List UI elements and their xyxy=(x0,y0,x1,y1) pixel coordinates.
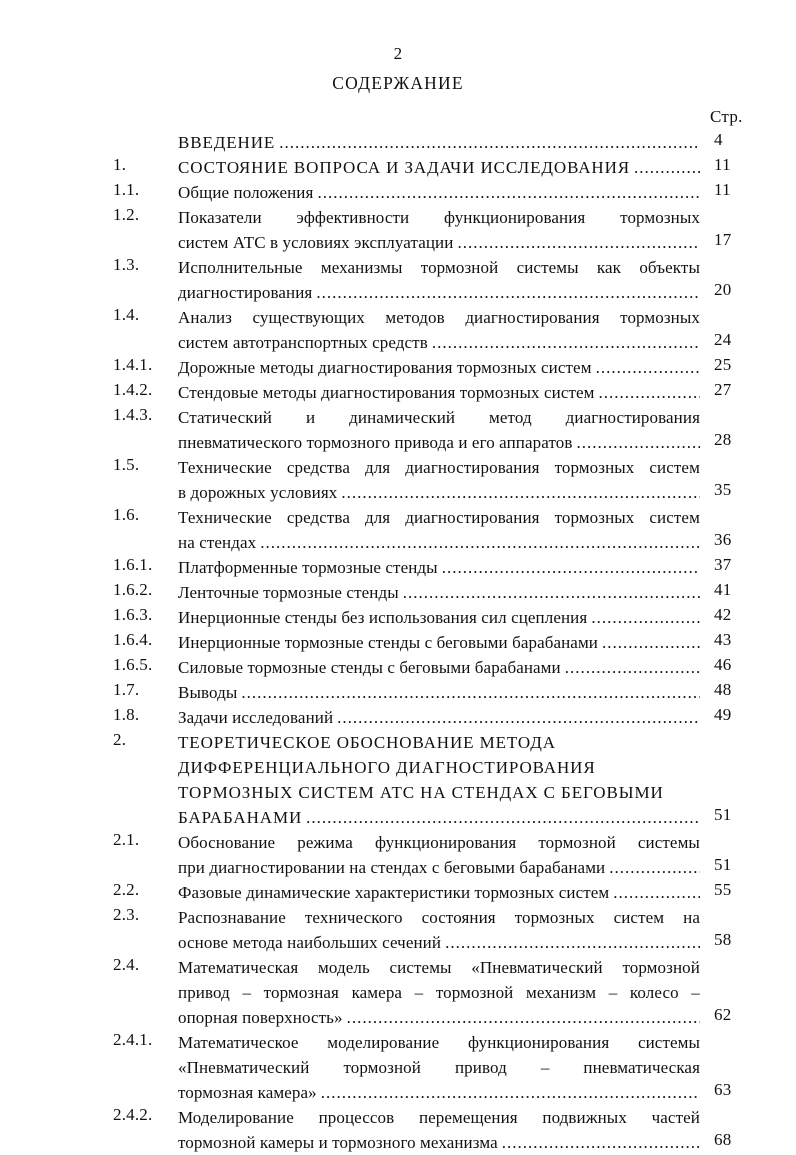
toc-entry-leader-line xyxy=(178,280,700,305)
toc-entry-number: 1.4.3. xyxy=(113,405,153,424)
toc-entry[interactable] xyxy=(0,355,796,380)
toc-entry-leader-line xyxy=(178,330,700,355)
toc-entry[interactable] xyxy=(0,155,796,180)
toc-entry-title: ВВЕДЕНИЕ xyxy=(178,133,276,152)
toc-entry-title: Общие положения xyxy=(178,183,314,202)
toc-entry-number: 2.3. xyxy=(113,905,140,924)
toc-entry[interactable] xyxy=(0,1105,796,1155)
dot-leader xyxy=(591,608,700,627)
toc-entry-body xyxy=(178,830,700,880)
toc-entry-page-number: 58 xyxy=(714,930,732,949)
dot-leader xyxy=(403,583,700,602)
dot-leader xyxy=(445,933,700,952)
toc-entry-body xyxy=(178,130,700,155)
toc-entry-line: Распознавание технического состояния тормозных систем на xyxy=(178,908,700,927)
toc-entry-page-number: 48 xyxy=(714,680,732,699)
toc-entry-body xyxy=(178,505,700,555)
toc-entry-leader-line xyxy=(178,605,700,630)
toc-entry-page-number: 55 xyxy=(714,880,732,899)
toc-entry-body xyxy=(178,1105,700,1155)
toc-entry-leader-line xyxy=(178,1005,700,1030)
dot-leader xyxy=(317,183,700,202)
toc-entry-page-number: 42 xyxy=(714,605,732,624)
toc-entry-leader-line xyxy=(178,930,700,955)
toc-entry-line: Статический и динамический метод диагностирования xyxy=(178,408,700,427)
toc-entry-page-number: 63 xyxy=(714,1080,732,1099)
dot-leader xyxy=(260,533,700,552)
toc-entry-number: 2.4.2. xyxy=(113,1105,153,1124)
toc-entry-title: Выводы xyxy=(178,683,238,702)
dot-leader xyxy=(347,1008,700,1027)
toc-entry-leader-line xyxy=(178,555,700,580)
toc-entry-title: при диагностировании на стендах с беговыми барабанами xyxy=(178,858,606,877)
toc-entry-body xyxy=(178,555,700,580)
toc-entry-number: 1.6.5. xyxy=(113,655,153,674)
toc-entry-leader-line xyxy=(178,580,700,605)
toc-entry-page-number: 25 xyxy=(714,355,732,374)
toc-entry[interactable] xyxy=(0,180,796,205)
toc-entry-number: 1.6.1. xyxy=(113,555,153,574)
toc-entry-page-number: 37 xyxy=(714,555,732,574)
toc-entry[interactable] xyxy=(0,505,796,555)
toc-entry-body xyxy=(178,730,700,830)
toc-entry-title: в дорожных условиях xyxy=(178,483,338,502)
toc-entry-line: ТОРМОЗНЫХ СИСТЕМ АТС НА СТЕНДАХ С БЕГОВЫМИ xyxy=(178,783,664,802)
toc-entry-title: Силовые тормозные стенды с беговыми барабанами xyxy=(178,658,561,677)
toc-entry-body xyxy=(178,630,700,655)
toc-entry-number: 1.6.3. xyxy=(113,605,153,624)
toc-entry-line: Показатели эффективности функционирования тормозных xyxy=(178,208,700,227)
toc-entry-number: 1.6.4. xyxy=(113,630,153,649)
toc-entry[interactable] xyxy=(0,255,796,305)
toc-entry-title: Дорожные методы диагностирования тормозных систем xyxy=(178,358,592,377)
toc-entry[interactable] xyxy=(0,630,796,655)
toc-entry-page-number: 43 xyxy=(714,630,732,649)
toc-entry-number: 1.7. xyxy=(113,680,140,699)
toc-entry-title: Фазовые динамические характеристики тормозных систем xyxy=(178,883,610,902)
toc-entry-number: 1.8. xyxy=(113,705,140,724)
toc-entry-line: Математическое моделирование функционирования системы xyxy=(178,1033,700,1052)
toc-entry[interactable] xyxy=(0,405,796,455)
toc-entry-leader-line xyxy=(178,155,700,180)
toc-entry-title: систем автотранспортных средств xyxy=(178,333,428,352)
toc-entry-page-number: 11 xyxy=(714,180,731,199)
toc-entry-page-number: 51 xyxy=(714,805,732,824)
toc-entry-leader-line xyxy=(178,655,700,680)
toc-entry-leader-line xyxy=(178,480,700,505)
toc-entry-number: 1.4.1. xyxy=(113,355,153,374)
toc-entry-title: Ленточные тормозные стенды xyxy=(178,583,399,602)
toc-entry-page-number: 41 xyxy=(714,580,732,599)
dot-leader xyxy=(306,808,700,827)
toc-entry-body xyxy=(178,405,700,455)
toc-entry-body xyxy=(178,580,700,605)
toc-entry-body xyxy=(178,605,700,630)
toc-entry-page-number: 4 xyxy=(714,130,723,149)
toc-entry[interactable] xyxy=(0,555,796,580)
toc-entry-line: ДИФФЕРЕНЦИАЛЬНОГО ДИАГНОСТИРОВАНИЯ xyxy=(178,758,596,777)
dot-leader xyxy=(565,658,700,677)
dot-leader xyxy=(609,858,700,877)
toc-entry-line: Обоснование режима функционирования тормозной системы xyxy=(178,833,700,852)
toc-entry-page-number: 36 xyxy=(714,530,732,549)
toc-entry[interactable] xyxy=(0,830,796,880)
dot-leader xyxy=(337,708,700,727)
toc-entry-page-number: 62 xyxy=(714,1005,732,1024)
toc-entry-line: ТЕОРЕТИЧЕСКОЕ ОБОСНОВАНИЕ МЕТОДА xyxy=(178,733,556,752)
toc-entry-number: 1.4.2. xyxy=(113,380,153,399)
toc-entry-page-number: 24 xyxy=(714,330,732,349)
toc-entry-leader-line xyxy=(178,705,700,730)
toc-entry[interactable] xyxy=(0,305,796,355)
toc-entry-leader-line xyxy=(178,1130,700,1155)
toc-entry-title: БАРАБАНАМИ xyxy=(178,808,303,827)
toc-entry-line: привод – тормозная камера – тормозной механизм – колесо – xyxy=(178,983,700,1002)
dot-leader xyxy=(279,133,700,152)
toc-entry-title: на стендах xyxy=(178,533,257,552)
toc-entry-line: Моделирование процессов перемещения подвижных частей xyxy=(178,1108,700,1127)
toc-entry-number: 1.6.2. xyxy=(113,580,153,599)
toc-entry-page-number: 35 xyxy=(714,480,732,499)
toc-entry-page-number: 46 xyxy=(714,655,732,674)
table-of-contents xyxy=(0,130,796,1155)
toc-entry[interactable] xyxy=(0,205,796,255)
toc-entry-leader-line xyxy=(178,630,700,655)
toc-entry-body xyxy=(178,1030,700,1105)
toc-entry-body xyxy=(178,255,700,305)
page-folio-number: 2 xyxy=(393,44,403,63)
toc-entry-number: 1.5. xyxy=(113,455,140,474)
toc-entry-number: 1.4. xyxy=(113,305,140,324)
toc-entry[interactable] xyxy=(0,130,796,155)
dot-leader xyxy=(599,383,700,402)
toc-entry-page-number: 51 xyxy=(714,855,732,874)
toc-entry-body xyxy=(178,155,700,180)
toc-entry-body xyxy=(178,180,700,205)
toc-entry[interactable] xyxy=(0,905,796,955)
toc-entry-title: СОСТОЯНИЕ ВОПРОСА И ЗАДАЧИ ИССЛЕДОВАНИЯ xyxy=(178,158,631,177)
dot-leader xyxy=(596,358,700,377)
toc-entry-body xyxy=(178,680,700,705)
toc-entry-number: 1.6. xyxy=(113,505,140,524)
toc-entry[interactable] xyxy=(0,655,796,680)
toc-entry-number: 1.2. xyxy=(113,205,140,224)
dot-leader xyxy=(241,683,700,702)
toc-entry-title: тормозной камеры и тормозного механизма xyxy=(178,1133,498,1152)
toc-entry-body xyxy=(178,880,700,905)
toc-entry-body xyxy=(178,455,700,505)
toc-entry-page-number: 68 xyxy=(714,1130,732,1149)
toc-entry[interactable] xyxy=(0,955,796,1030)
dot-leader xyxy=(576,433,700,452)
toc-entry-number: 2. xyxy=(113,730,127,749)
toc-entry-title: тормозная камера» xyxy=(178,1083,317,1102)
toc-entry[interactable] xyxy=(0,605,796,630)
toc-entry-page-number: 27 xyxy=(714,380,732,399)
toc-entry[interactable] xyxy=(0,455,796,505)
page-column-header: Стр. xyxy=(710,107,743,126)
dot-leader xyxy=(602,633,700,652)
toc-entry-number: 2.2. xyxy=(113,880,140,899)
toc-entry-leader-line xyxy=(178,680,700,705)
toc-entry-title: Инерционные тормозные стенды с беговыми барабанами xyxy=(178,633,599,652)
toc-entry-page-number: 11 xyxy=(714,155,731,174)
toc-entry-number: 1.3. xyxy=(113,255,140,274)
dot-leader xyxy=(613,883,700,902)
toc-entry-leader-line xyxy=(178,880,700,905)
toc-entry-line: «Пневматический тормозной привод – пневматическая xyxy=(178,1058,700,1077)
toc-entry-body xyxy=(178,955,700,1030)
toc-entry-leader-line xyxy=(178,1080,700,1105)
toc-entry-number: 2.4. xyxy=(113,955,140,974)
toc-entry-leader-line xyxy=(178,130,700,155)
toc-entry-page-number: 17 xyxy=(714,230,732,249)
toc-entry-line: Анализ существующих методов диагностирования тормозных xyxy=(178,308,700,327)
toc-entry-title: опорная поверхность» xyxy=(178,1008,343,1027)
dot-leader xyxy=(634,158,700,177)
toc-entry-leader-line xyxy=(178,530,700,555)
toc-entry-number: 1. xyxy=(113,155,127,174)
toc-entry-leader-line xyxy=(178,380,700,405)
toc-entry[interactable] xyxy=(0,680,796,705)
toc-entry-body xyxy=(178,205,700,255)
toc-entry-leader-line xyxy=(178,230,700,255)
toc-entry-page-number: 20 xyxy=(714,280,732,299)
dot-leader xyxy=(341,483,700,502)
toc-entry-leader-line xyxy=(178,430,700,455)
toc-entry-title: Инерционные стенды без использования сил сцепления xyxy=(178,608,588,627)
dot-leader xyxy=(502,1133,700,1152)
toc-entry-body xyxy=(178,305,700,355)
toc-entry[interactable] xyxy=(0,705,796,730)
toc-entry-line: Технические средства для диагностирования тормозных систем xyxy=(178,508,700,527)
dot-leader xyxy=(316,283,700,302)
toc-entry-title: диагностирования xyxy=(178,283,313,302)
toc-entry-line: Исполнительные механизмы тормозной системы как объекты xyxy=(178,258,700,277)
toc-entry-body xyxy=(178,380,700,405)
toc-entry-number: 2.1. xyxy=(113,830,140,849)
dot-leader xyxy=(457,233,700,252)
toc-entry-leader-line xyxy=(178,805,700,830)
toc-entry-page-number: 28 xyxy=(714,430,732,449)
toc-entry-body xyxy=(178,355,700,380)
toc-entry-title: Стендовые методы диагностирования тормозных систем xyxy=(178,383,595,402)
toc-entry-title: Платформенные тормозные стенды xyxy=(178,558,438,577)
dot-leader xyxy=(442,558,700,577)
toc-entry-leader-line xyxy=(178,355,700,380)
toc-entry-number: 2.4.1. xyxy=(113,1030,153,1049)
toc-entry[interactable] xyxy=(0,1030,796,1105)
toc-entry-line: Технические средства для диагностирования тормозных систем xyxy=(178,458,700,477)
toc-entry-number: 1.1. xyxy=(113,180,140,199)
toc-entry-title: пневматического тормозного привода и его аппаратов xyxy=(178,433,573,452)
toc-entry-body xyxy=(178,655,700,680)
dot-leader xyxy=(432,333,700,352)
toc-entry[interactable] xyxy=(0,880,796,905)
toc-entry-body xyxy=(178,705,700,730)
toc-entry-title: Задачи исследований xyxy=(178,708,334,727)
toc-entry-title: основе метода наибольших сечений xyxy=(178,933,442,952)
toc-entry-leader-line xyxy=(178,855,700,880)
toc-entry[interactable] xyxy=(0,380,796,405)
page-title: СОДЕРЖАНИЕ xyxy=(332,73,464,93)
toc-entry[interactable] xyxy=(0,730,796,830)
toc-entry[interactable] xyxy=(0,580,796,605)
toc-entry-leader-line xyxy=(178,180,700,205)
toc-entry-title: систем АТС в условиях эксплуатации xyxy=(178,233,454,252)
toc-entry-body xyxy=(178,905,700,955)
dot-leader xyxy=(321,1083,700,1102)
toc-entry-page-number: 49 xyxy=(714,705,732,724)
toc-entry-line: Математическая модель системы «Пневматический тормозной xyxy=(178,958,700,977)
